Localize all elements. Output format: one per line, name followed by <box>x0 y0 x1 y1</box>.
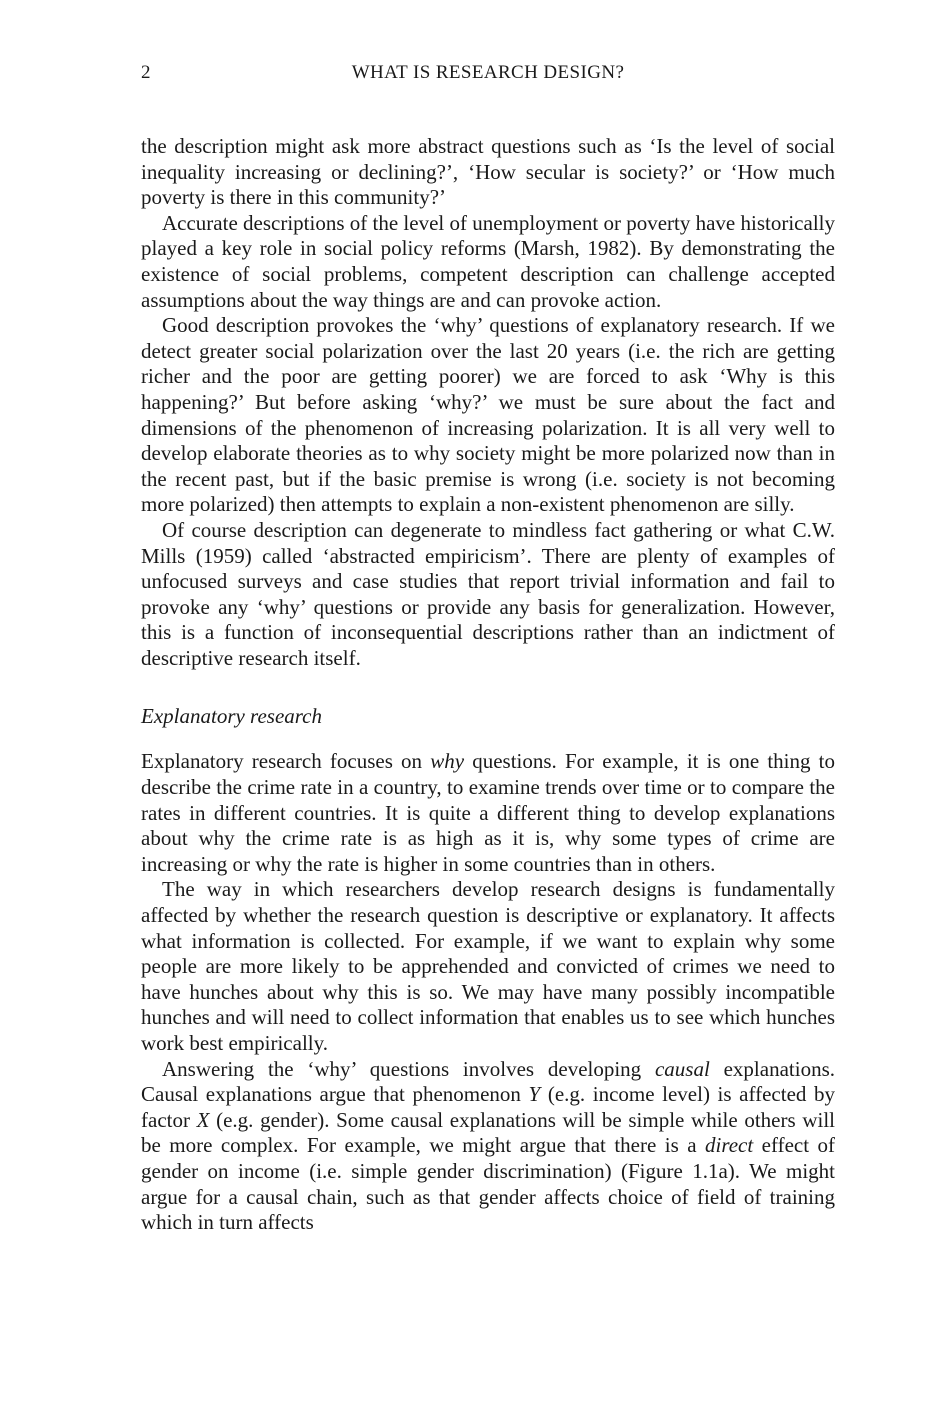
paragraph: Of course description can degenerate to mindless fact gathering or what C.W. Mills (1959) called ‘abstracted empiricism’. There are plenty of examples of unfocused surveys and case studies that report trivial information and fail to provoke any ‘why’ questions or provide any basis for generalization. However, this is a function of inconsequential descriptions rather than an indictment of descriptive research itself. <box>141 517 835 670</box>
paragraph: the description might ask more abstract questions such as ‘Is the level of social inequality increasing or declining?’, ‘How secular is society?’ or ‘How much poverty is there in this community?’ <box>141 134 835 210</box>
text-run: effect of gender on income (i.e. simple gender discrimination) (Figure 1.1a). We might argue for a causal chain, such as that gender affects choice of field of training which in turn affects <box>141 1133 835 1235</box>
emphasis-text: why <box>430 749 465 774</box>
emphasis-text: direct <box>704 1133 754 1158</box>
paragraph <box>141 1057 835 1236</box>
chapter-title: WHAT IS RESEARCH DESIGN? <box>351 62 625 83</box>
text-run: (e.g. gender). Some causal explanations will be simple while others will be more complex. For example, we might argue that there is a <box>141 1107 835 1158</box>
body-text <box>141 134 835 1236</box>
page-number: 2 <box>141 62 151 83</box>
text-run: questions. For example, it is one thing to describe the crime rate in a country, to examine trends over time or to compare the rates in different countries. It is quite a different thing to develop explanations about why the crime rate is as high as it is, why some types of crime are increasing or why the rate is higher in some countries than in others. <box>141 749 835 876</box>
book-page <box>141 0 835 1425</box>
section-heading: Explanatory research <box>141 704 322 729</box>
paragraph: Accurate descriptions of the level of unemployment or poverty have historically played a key role in social policy reforms (Marsh, 1982). By demonstrating the existence of social problems, competent description can challenge accepted assumptions about the way things are and can provoke action. <box>141 210 835 312</box>
paragraph: Good description provokes the ‘why’ questions of explanatory research. If we detect greater social polarization over the last 20 years (i.e. the rich are getting richer and the poor are getting poorer) we are forced to ask ‘Why is this happening?’ But before asking ‘why?’ we must be sure about the fact and dimensions of the phenomenon of increasing polarization. It is all very well to develop elaborate theories as to why society might be more polarized now than in the recent past, but if the basic premise is wrong (i.e. society is not becoming more polarized) then attempts to explain a non-existent phenomenon are silly. <box>141 313 835 517</box>
paragraph: The way in which researchers develop research designs is fundamentally affected by whether the research question is descriptive or explanatory. It affects what information is collected. For example, if we want to explain why some people are more likely to be apprehended and convicted of crimes we need to have hunches about why this is so. We may have many possibly incompatible hunches and will need to collect information that enables us to see which hunches work best empirically. <box>141 877 835 1055</box>
emphasis-text: causal <box>654 1056 710 1081</box>
variable-x: X <box>196 1107 210 1132</box>
running-head <box>141 60 835 86</box>
text-run: Explanatory research focuses on <box>141 749 431 774</box>
text-run: Answering the ‘why’ questions involves developing <box>162 1056 655 1081</box>
text-run: (e.g. income level) is affected by factor <box>141 1082 835 1132</box>
text-run: explanations. Causal explanations argue that phenomenon <box>141 1056 835 1107</box>
variable-y: Y <box>528 1082 541 1107</box>
paragraph <box>141 749 835 877</box>
